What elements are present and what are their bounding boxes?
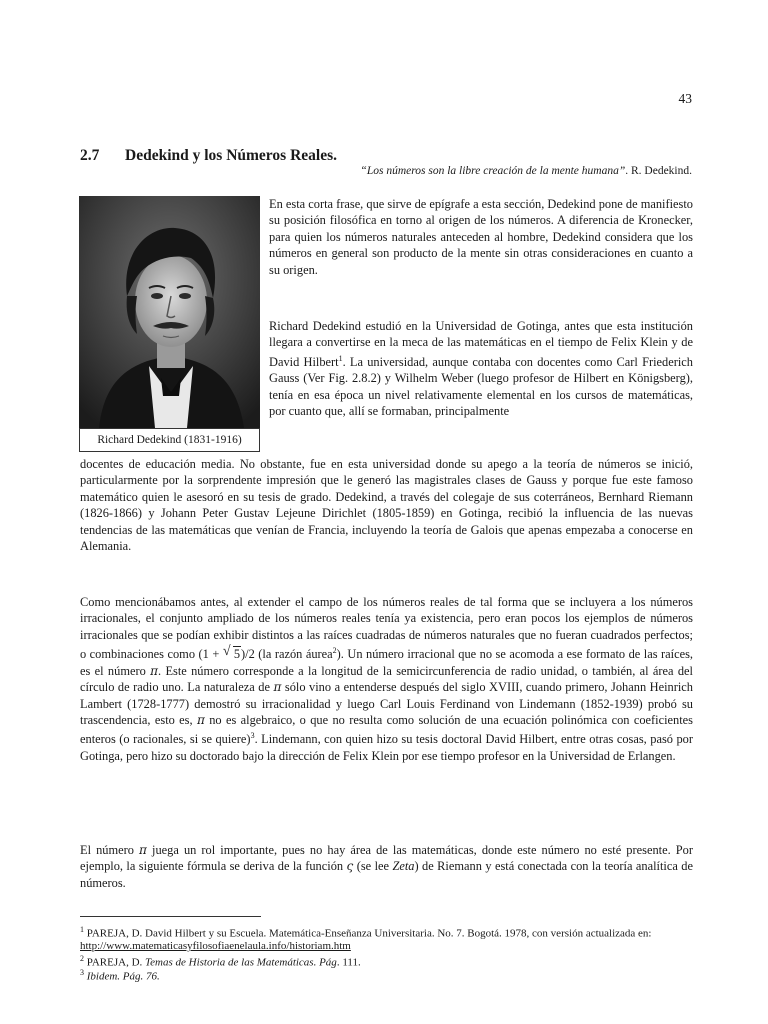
text-segment: ) de Riemann y está conectada con la teoría analítica de números. (80, 859, 693, 890)
text-segment: . Este número corresponde a la longitud de la semicircunferencia de radio unidad, o también, al área del círculo de radio uno. La naturaleza de (80, 663, 693, 695)
footnote-title: Temas de Historia de las Matemáticas. Pág (145, 956, 337, 969)
footnote-link[interactable]: http://www.matematicasyfilosofiaenelaula.info/historiam.htm (80, 940, 351, 953)
footnote-number: 2 (80, 954, 84, 963)
pi-symbol: π (150, 663, 159, 678)
page-number: 43 (678, 91, 692, 106)
text-segment: ). Un número irracional que no se acomoda a ese formato de las raíces, es el número (80, 647, 693, 678)
pi-symbol: π (139, 843, 147, 857)
text-segment: El número (80, 843, 134, 857)
zeta-word: Zeta (392, 859, 415, 874)
footnote-text: . 111. (336, 956, 361, 969)
radicand: 5 (233, 647, 241, 662)
footnote-text: Ibidem. Pág. 76. (84, 970, 160, 983)
zeta-symbol: ς (346, 859, 354, 874)
footnote-text: PAREJA, D. (84, 956, 146, 969)
epigraph-quote: “Los números son la libre creación de la mente humana” (360, 165, 626, 177)
text-segment: . La universidad, aunque contaba con docentes como Carl Friederich Gauss (Ver Fig. 2.8.2) y Wilhelm Weber (luego profesor de Hilbert en Königsberg), tenía en esa época un nivel relativamente elemental en los cursos de matemáticas, por cuanto que, allí se formaban, principalmente (269, 354, 693, 419)
footnote-number: 1 (80, 925, 84, 934)
radical-sign-icon: √ (222, 644, 231, 660)
footnote-separator (80, 916, 261, 917)
square-root-expression (223, 646, 241, 662)
paragraph-intro: En esta corta frase, que sirve de epígrafe a esta sección, Dedekind pone de manifiesto su posición filosófica en torno al origen de los números. A diferencia de Kronecker, para quien los números naturales anteceden al hombre, Dedekind considera que los números en general son producto de la mente sin otras consideraciones en cuanto a su origen. (269, 197, 693, 277)
paragraph-dedekind-study (269, 318, 693, 420)
footnote-1 (80, 924, 700, 953)
portrait-caption: Richard Dedekind (1831-1916) (79, 428, 260, 452)
paragraph-dedekind-study-continued: docentes de educación media. No obstante, fue en esta universidad donde su apego a la teoría de números se inició, particularmente por la sorprendente impresión que le generó las magistrales clases de Gauss y porque fue este famoso matemático quien le asesoró en su tesis de grado. Dedekind, a través del colegaje de sus coterráneos, Bernhard Riemann (1826-1866) y Johann Peter Gustav Lejeune Dirichlet (1805-1859) en Gotinga, recibió la influencia de las nuevas tendencias de las matemáticas que venían de Francia, incluyendo la teoría de Galois que apenas empezaba a conocerse en Alemania. (80, 457, 693, 554)
text-segment: )/2 (la razón áurea (241, 647, 333, 662)
footnote-3 (80, 967, 700, 983)
text-segment: . Lindemann, con quien hizo su tesis doctoral David Hilbert, entre otras cosas, pasó por Gotinga, pero hizo su doctorado bajo la dirección de Felix Klein por ese tiempo profesor en la Universidad de Erlangen. (80, 732, 693, 763)
footnote-ref-3: 3 (250, 731, 255, 741)
footnote-ref-2: 2 (332, 646, 337, 656)
paragraph-irrational-numbers (80, 594, 693, 764)
text-segment: sólo vino a entenderse después del siglo XVIII, cuando primero, Johann Heinrich Lambert (1728-1777) demostró su irracionalidad y luego Carl Louis Ferdinand von Lindemann (1852-1939) probó su trascendencia, esto es, (80, 680, 693, 727)
footnote-ref-1: 1 (338, 353, 343, 363)
section-heading (80, 147, 337, 165)
epigraph-author: . R. Dedekind. (625, 165, 692, 177)
text-segment: no es algebraico, o que no resulta como solución de una ecuación polinómica con coeficientes enteros (o racionales, si se quiere) (80, 712, 693, 747)
section-title: Dedekind y los Números Reales. (125, 147, 337, 164)
text-segment: Como mencionábamos antes, al extender el campo de los números reales de tal forma que se incluyera a los números irracionales, el conjunto ampliado de los números reales tenía ya existencia, pero eran pocos los ejemplos de números irracionales que se podían exhibir distintos a las raíces cuadradas de números naturales que no fueran cuadrados perfectos; o combinaciones como (1 + (80, 595, 693, 662)
paragraph-pi-role (80, 842, 693, 891)
epigraph (300, 165, 692, 177)
pi-symbol: π (196, 712, 205, 727)
portrait-image (79, 196, 260, 428)
footnote-text: PAREJA, D. David Hilbert y su Escuela. Matemática-Enseñanza Universitaria. No. 7. Bogotá. 1978, con versión actualizada en: (84, 927, 652, 940)
dedekind-portrait-illustration (79, 196, 260, 428)
footnote-number: 3 (80, 968, 84, 977)
text-segment: (se lee (356, 859, 390, 874)
pi-symbol: π (273, 680, 282, 695)
text-segment: Richard Dedekind estudió en la Universidad de Gotinga, antes que esta institución llegara a convertirse en la meca de las matemáticas en el tiempo de Felix Klein y de David Hilbert (269, 319, 693, 369)
section-number: 2.7 (80, 147, 100, 164)
text-segment: juega un rol importante, pues no hay área de las matemáticas, donde este número no esté presente. Por ejemplo, la siguiente fórmula se deriva de la función (80, 843, 693, 874)
